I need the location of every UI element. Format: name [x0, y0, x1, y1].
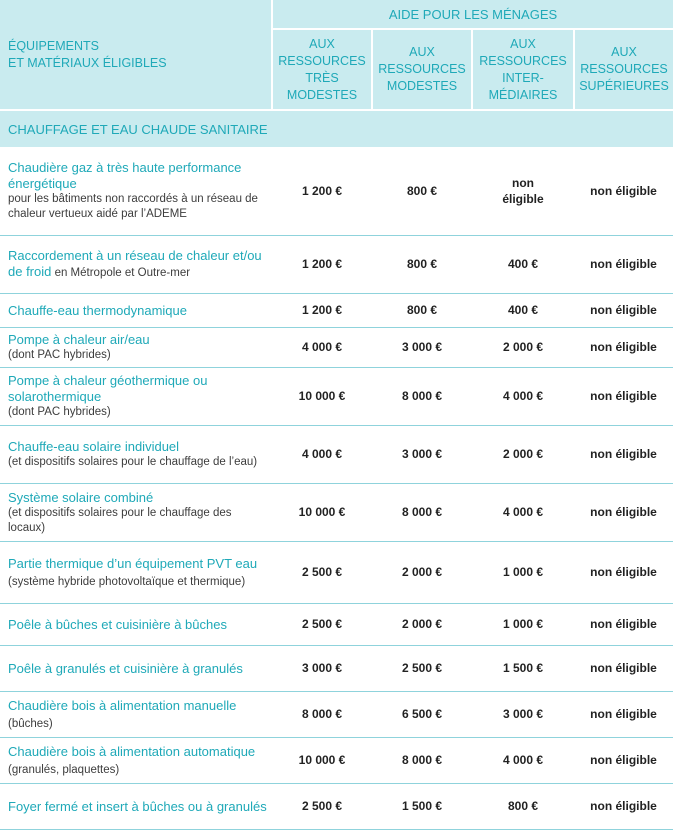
value-modestes: 8 000 €	[372, 367, 472, 425]
equipment-name: Poêle à bûches et cuisinière à bûches	[8, 616, 227, 632]
table-row	[0, 541, 673, 603]
value-tres-modestes: 10 000 €	[272, 367, 372, 425]
value-superieures: non éligible	[574, 603, 673, 645]
equipment-column-header	[0, 0, 272, 110]
equipment-name: Système solaire combiné	[8, 489, 154, 505]
value-superieures: non éligible	[574, 235, 673, 293]
table-row	[0, 783, 673, 829]
value-tres-modestes: 2 500 €	[272, 783, 372, 829]
value-modestes: 2 500 €	[372, 645, 472, 691]
equipment-label-line1: ÉQUIPEMENTS	[8, 38, 99, 53]
equipment-cell	[0, 737, 272, 783]
equipment-detail: (dont PAC hybrides)	[8, 349, 111, 361]
col-header-superieures: AUX RESSOURCES SUPÉRIEURES	[574, 29, 673, 110]
value-tres-modestes: 4 000 €	[272, 327, 372, 367]
equipment-detail: (et dispositifs solaires pour le chauffage de l’eau)	[8, 456, 258, 468]
value-intermediaires: 4 000 €	[472, 483, 574, 541]
table-row	[0, 737, 673, 783]
value-superieures: non éligible	[574, 645, 673, 691]
value-modestes: 3 000 €	[372, 327, 472, 367]
value-intermediaires: 2 000 €	[472, 327, 574, 367]
value-intermediaires: non éligible	[472, 147, 574, 235]
table-row	[0, 147, 673, 235]
equipment-name: Pompe à chaleur air/eau	[8, 332, 150, 347]
equipment-cell	[0, 425, 272, 483]
value-tres-modestes: 3 000 €	[272, 645, 372, 691]
col-header-intermediaires: AUX RESSOURCES INTER- MÉDIAIRES	[472, 29, 574, 110]
value-modestes: 3 000 €	[372, 425, 472, 483]
value-intermediaires: 4 000 €	[472, 367, 574, 425]
equipment-name: Poêle à granulés et cuisinière à granulés	[8, 660, 243, 676]
value-superieures: non éligible	[574, 737, 673, 783]
value-superieures: non éligible	[574, 483, 673, 541]
section-row	[0, 110, 673, 147]
value-tres-modestes: 4 000 €	[272, 425, 372, 483]
equipment-cell	[0, 293, 272, 327]
equipment-cell	[0, 367, 272, 425]
table-row	[0, 691, 673, 737]
value-intermediaires: 400 €	[472, 293, 574, 327]
value-intermediaires: 2 000 €	[472, 425, 574, 483]
equipment-name: Chauffe-eau thermodynamique	[8, 302, 187, 318]
aid-group-header: AIDE POUR LES MÉNAGES	[272, 0, 673, 29]
value-intermediaires: 800 €	[472, 783, 574, 829]
equipment-cell	[0, 541, 272, 603]
value-tres-modestes: 10 000 €	[272, 483, 372, 541]
value-superieures: non éligible	[574, 367, 673, 425]
equipment-label-line2: ET MATÉRIAUX ÉLIGIBLES	[8, 55, 167, 70]
value-superieures: non éligible	[574, 425, 673, 483]
value-superieures: non éligible	[574, 783, 673, 829]
table-row	[0, 293, 673, 327]
section-title: CHAUFFAGE ET EAU CHAUDE SANITAIRE	[0, 110, 673, 147]
equipment-name: Chaudière gaz à très haute performance énergétique	[8, 160, 242, 192]
equipment-detail: (et dispositifs solaires pour le chauffage des locaux)	[8, 506, 232, 534]
value-modestes: 2 000 €	[372, 541, 472, 603]
table-row	[0, 235, 673, 293]
equipment-detail: (dont PAC hybrides)	[8, 406, 111, 418]
equipment-cell	[0, 327, 272, 367]
equipment-detail: (bûches)	[8, 717, 53, 730]
equipment-detail: (granulés, plaquettes)	[8, 763, 120, 776]
equipment-cell	[0, 691, 272, 737]
value-intermediaires: 4 000 €	[472, 737, 574, 783]
table-row	[0, 367, 673, 425]
equipment-name: Chauffe-eau solaire individuel	[8, 439, 180, 454]
value-intermediaires: 1 000 €	[472, 541, 574, 603]
value-superieures: non éligible	[574, 691, 673, 737]
value-modestes: 8 000 €	[372, 737, 472, 783]
value-tres-modestes: 1 200 €	[272, 147, 372, 235]
value-tres-modestes: 1 200 €	[272, 235, 372, 293]
equipment-detail: (système hybride photovoltaïque et thermique)	[8, 575, 246, 588]
value-superieures: non éligible	[574, 541, 673, 603]
value-superieures: non éligible	[574, 293, 673, 327]
value-modestes: 1 500 €	[372, 783, 472, 829]
value-modestes: 800 €	[372, 147, 472, 235]
value-modestes: 2 000 €	[372, 603, 472, 645]
table-row	[0, 483, 673, 541]
value-superieures: non éligible	[574, 147, 673, 235]
value-intermediaires: 1 000 €	[472, 603, 574, 645]
equipment-name: Chaudière bois à alimentation automatique	[8, 743, 256, 759]
value-superieures: non éligible	[574, 327, 673, 367]
equipment-cell	[0, 783, 272, 829]
value-modestes: 6 500 €	[372, 691, 472, 737]
equipment-name: Partie thermique d’un équipement PVT eau	[8, 555, 258, 571]
value-modestes: 800 €	[372, 293, 472, 327]
value-intermediaires: 400 €	[472, 235, 574, 293]
equipment-cell	[0, 235, 272, 293]
table-row	[0, 327, 673, 367]
value-intermediaires: 1 500 €	[472, 645, 574, 691]
equipment-name: Foyer fermé et insert à bûches ou à granulés	[8, 798, 267, 814]
equipment-name: Pompe à chaleur géothermique ou solarothermique	[8, 373, 208, 404]
equipment-detail: en Métropole et Outre-mer	[51, 267, 191, 279]
equipment-name: Raccordement à un réseau de chaleur et/ou de froid	[8, 248, 262, 279]
value-modestes: 800 €	[372, 235, 472, 293]
value-modestes: 8 000 €	[372, 483, 472, 541]
equipment-cell	[0, 147, 272, 235]
col-header-modestes: AUX RESSOURCES MODESTES	[372, 29, 472, 110]
value-tres-modestes: 1 200 €	[272, 293, 372, 327]
col-header-tres-modestes: AUX RESSOURCES TRÈS MODESTES	[272, 29, 372, 110]
equipment-cell	[0, 645, 272, 691]
table-row	[0, 645, 673, 691]
value-tres-modestes: 2 500 €	[272, 541, 372, 603]
value-intermediaires: 3 000 €	[472, 691, 574, 737]
value-tres-modestes: 10 000 €	[272, 737, 372, 783]
table-row	[0, 603, 673, 645]
value-tres-modestes: 8 000 €	[272, 691, 372, 737]
equipment-cell	[0, 483, 272, 541]
equipment-name: Chaudière bois à alimentation manuelle	[8, 697, 237, 713]
equipment-detail: pour les bâtiments non raccordés à un réseau de chaleur vertueux aidé par l’ADEME	[8, 193, 258, 221]
value-tres-modestes: 2 500 €	[272, 603, 372, 645]
table-row	[0, 425, 673, 483]
equipment-cell	[0, 603, 272, 645]
